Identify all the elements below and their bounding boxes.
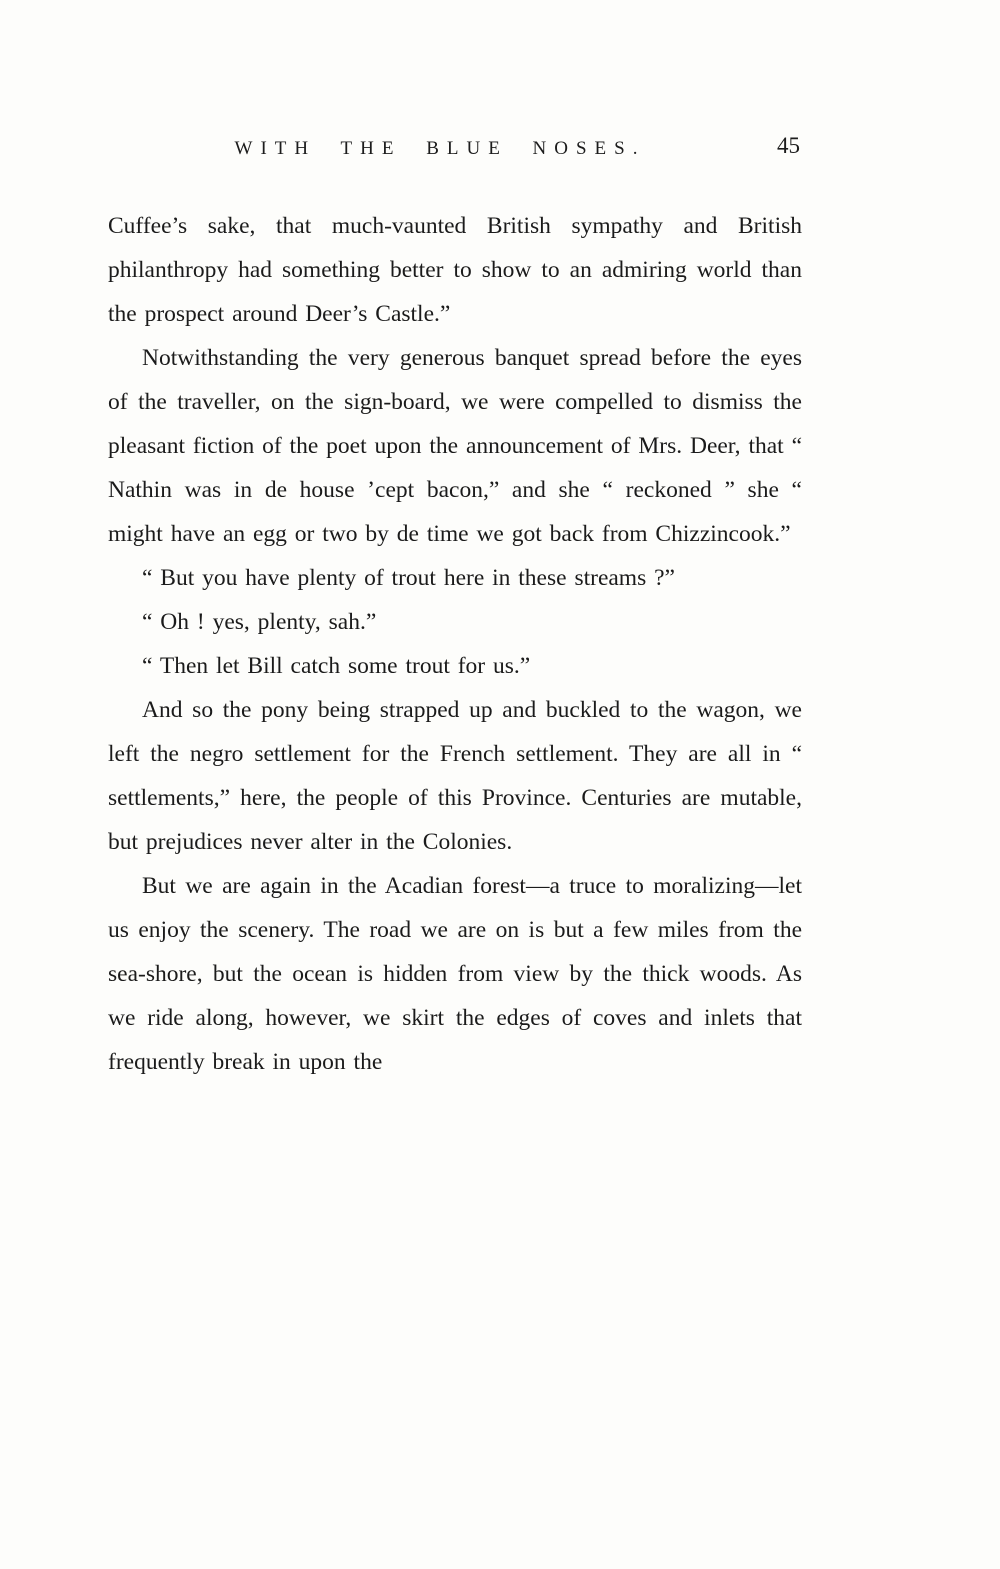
paragraph: But we are again in the Acadian forest—a truce to moralizing—let us enjoy the scenery. The road we are on is but a few miles from the sea-shore, but the ocean is hidden from view by the thick woods. As we ride along, however, we skirt the edges of coves and inlets that frequently break in upon the: [108, 873, 802, 1075]
page-body: [108, 204, 802, 1084]
page-header-title: WITH THE BLUE NOSES.: [234, 138, 646, 159]
text-block: [108, 133, 802, 1084]
paragraph: And so the pony being strapped up and buckled to the wagon, we left the negro settlement for the French settlement. They are all in “ settlements,” here, the people of this Province. Centuries are mutable, but prejudices never alter in the Colonies.: [108, 697, 802, 855]
paragraph: “ Oh ! yes, plenty, sah.”: [142, 609, 377, 635]
paragraph: Notwithstanding the very generous banquet spread before the eyes of the traveller, on the sign-board, we were compelled to dismiss the pleasant fiction of the poet upon the announcement of Mrs. Deer, that “ Nathin was in de house ’cept bacon,” and she “ reckoned ” she “ might have an egg or two by de time we got back from Chizzincook.”: [108, 345, 802, 547]
paragraph: “ But you have plenty of trout here in these streams ?”: [142, 565, 675, 591]
page-number: 45: [777, 133, 800, 158]
paragraph: Cuffee’s sake, that much-vaunted British sympathy and British philanthropy had something better to show to an admiring world than the prospect around Deer’s Castle.”: [108, 213, 802, 327]
running-head: [108, 133, 802, 172]
paragraph: “ Then let Bill catch some trout for us.”: [142, 653, 531, 679]
